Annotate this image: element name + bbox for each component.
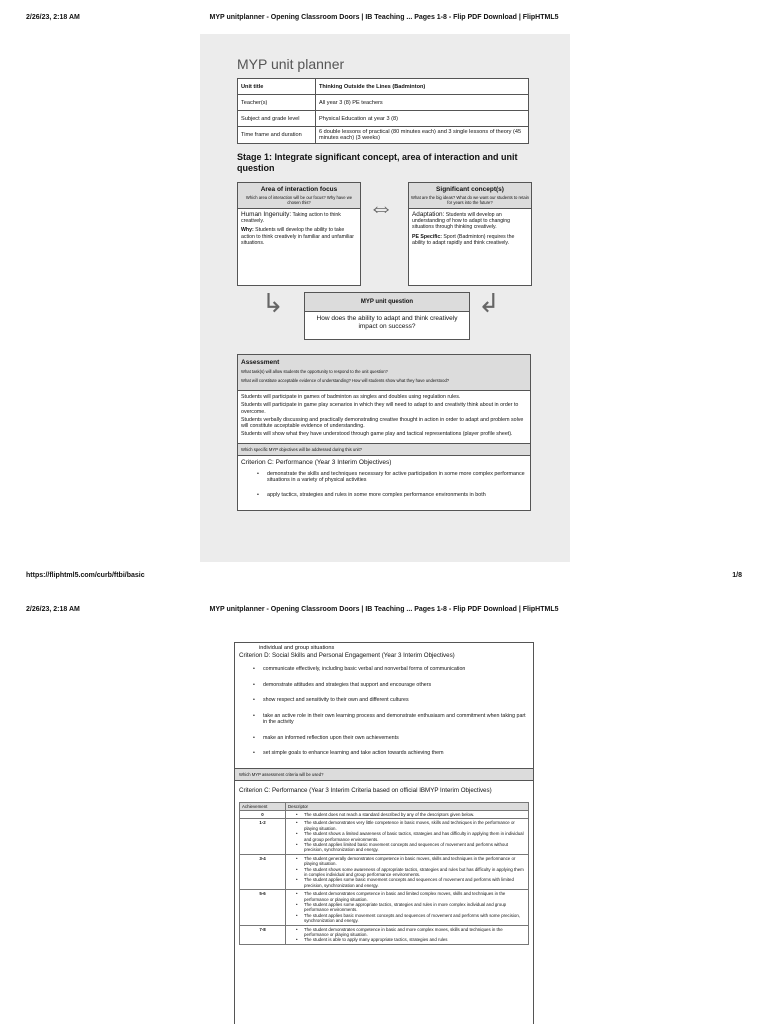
list-item: • demonstrate attitudes and strategies that support and encourage others [255, 682, 529, 689]
achievement-level: 1-2 [240, 819, 286, 854]
list-item: • take an active role in their own learning process and demonstrate enthusiasm and commitment when taking part in the activity [255, 713, 529, 726]
assessment-items [238, 391, 530, 444]
concept-text: Students will develop an understanding of how to adapt to changing situations through thinking creatively. [412, 212, 511, 231]
table-row [238, 95, 529, 111]
list-item: • make an informed reflection upon their own achievements [255, 735, 529, 742]
aoi-subtitle: Which area of interaction will be our focus? Why have we chosen this? [245, 195, 353, 205]
document-page-1 [200, 34, 570, 562]
table-row [238, 79, 529, 95]
bent-arrow-left-icon: ↳ [262, 288, 284, 318]
descriptor-item: • The student generally demonstrates competence in basic moves, skills and techniques in the performance or playing situation. [298, 856, 526, 867]
list-item: Students will show what they have understood through game play and tactical representations (player profile sheet). [241, 431, 513, 438]
page-title: MYP unit planner [237, 56, 345, 72]
row-label: Unit title [238, 79, 316, 95]
achievement-level: 3-4 [240, 854, 286, 889]
aoi-label: Human Ingenuity: [241, 211, 292, 218]
assessment-box [237, 354, 531, 511]
concept-box [408, 182, 532, 286]
descriptor-item: • The student applies some appropriate tactics, strategies and rules in more complex individual and group performance environments. [298, 902, 526, 913]
concept-label: Adaptation: [412, 211, 445, 218]
list-item: • demonstrate the skills and techniques necessary for active participation in some more complex performance situations in a variety of physical activities [259, 471, 527, 484]
table-row [240, 890, 529, 925]
footer-page-number: 1/8 [732, 572, 742, 579]
descriptor-item: • The student applies limited basic movement concepts and sequences of movement and performs without precision, synchronization and energy. [298, 842, 526, 853]
descriptor-item: • The student does not reach a standard described by any of the descriptors given below. [298, 812, 526, 817]
unit-question-title: MYP unit question [305, 293, 469, 312]
table-row [240, 819, 529, 854]
aoi-title: Area of interaction focus [260, 186, 338, 193]
achievement-level: 5-6 [240, 890, 286, 925]
criterion-c-interim-heading: Criterion C: Performance (Year 3 Interim Criteria based on official IBMYP Interim Objectives) [239, 786, 492, 794]
descriptor-item: • The student shows a limited awareness of basic tactics, strategies and has difficulty in applying them in individual and group performance environments. [298, 831, 526, 842]
footer-url: https://fliphtml5.com/curb/ftbi/basic [26, 572, 145, 579]
concept-pe-text: Sport (Badminton) requires the ability to adapt rapidly and think creatively. [412, 233, 515, 246]
descriptor-item: • The student demonstrates competence in basic and more complex moves, skills and techniques in the performance or playing situation. [298, 927, 526, 938]
row-label: Time frame and duration [238, 127, 316, 144]
table-row [238, 127, 529, 144]
header-timestamp: 2/26/23, 2:18 AM [26, 14, 80, 21]
descriptor-item: • The student shows some awareness of appropriate tactics, strategies and rules but has difficulty in applying them in complex individual and group performance environments. [298, 867, 526, 878]
aoi-why-text: Students will develop the ability to take action to think creatively in familiar and unfamiliar situations. [241, 227, 355, 246]
descriptor-item: • The student is able to apply many appropriate tactics, strategies and rules [298, 937, 526, 942]
concept-title: Significant concept(s) [436, 186, 504, 193]
list-item: Students will participate in games of badminton as singles and doubles using regulation rules. [241, 394, 461, 400]
aoi-box [237, 182, 361, 286]
descriptor-item: • The student demonstrates competence in basic and limited complex moves, skills and techniques in the performance or playing situation. [298, 891, 526, 902]
row-value: Physical Education at year 3 (8) [316, 111, 529, 127]
page-header [0, 14, 768, 28]
assessment-title: Assessment [241, 359, 280, 366]
table-row [238, 111, 529, 127]
row-value: All year 3 (8) PE teachers [316, 95, 529, 111]
row-value: Thinking Outside the Lines (Badminton) [316, 79, 529, 95]
criterion-c-heading: Criterion C: Performance (Year 3 Interim Objectives) [241, 458, 392, 466]
stage-heading: Stage 1: Integrate significant concept, area of interaction and unit question [237, 152, 518, 173]
achievement-level: 7-8 [240, 925, 286, 944]
column-header: Descriptor [286, 802, 529, 810]
concept-subtitle: What are the big ideas? What do we want our students to retain for years into the future? [411, 195, 530, 205]
header-title: MYP unitplanner - Opening Classroom Doors | IB Teaching ... Pages 1-8 - Flip PDF Download | FlipHTML5 [209, 606, 559, 613]
list-item: Students verbally discussing and practically demonstrating creative thought in action in order to adapt and problem solve will constitute acceptable evidence of understanding. [241, 416, 524, 430]
unit-info-table [237, 78, 529, 144]
page-header [0, 606, 768, 620]
table-row [240, 810, 529, 818]
list-item: • set simple goals to enhance learning and take action towards achieving them [255, 750, 529, 757]
table-header-row [240, 802, 529, 810]
assessment-q1: What task(s) will allow students the opportunity to respond to the unit question? [241, 369, 388, 374]
row-label: Subject and grade level [238, 111, 316, 127]
bent-arrow-right-icon: ↲ [478, 288, 500, 318]
list-item: • show respect and sensitivity to their own and different cultures [255, 697, 529, 704]
criterion-d-heading: Criterion D: Social Skills and Personal Engagement (Year 3 Interim Objectives) [239, 652, 455, 659]
aoi-text: Taking action to think creatively. [241, 212, 341, 225]
table-row [240, 854, 529, 889]
double-arrow-icon: ⇔ [368, 192, 394, 222]
table-row [240, 925, 529, 944]
achievement-table [239, 802, 529, 945]
concept-pe-label: PE Specific: [412, 233, 442, 240]
descriptor-item: • The student applies basic movement concepts and sequences of movement and performs with some precision, synchronization and energy. [298, 913, 526, 924]
continuation-text: individual and group situations [259, 645, 335, 651]
achievement-level: 0 [240, 810, 286, 818]
objectives-question: Which specific MYP objectives will be addressed during this unit? [238, 444, 530, 456]
descriptor-item: • The student applies some basic movement concepts and sequences of movement and performs with limited precision, synchronization and energy. [298, 877, 526, 888]
list-item: • apply tactics, strategies and rules in some more complex performance environments in both [259, 492, 527, 499]
row-value: 6 double lessons of practical (80 minutes each) and 3 single lessons of theory (45 minutes each) (3 weeks) [316, 127, 529, 144]
unit-question-box [304, 292, 470, 340]
descriptor-item: • The student demonstrates very little competence in basic moves, skills and techniques in the performance or playing situation. [298, 820, 526, 831]
assessment-q2: What will constitute acceptable evidence of understanding? How will students show what they have understood? [241, 377, 450, 383]
aoi-why-label: Why: [241, 227, 254, 234]
list-item: Students will participate in game play scenarios in which they will need to adapt to and creativity think about in order to overcome. [241, 402, 519, 415]
list-item: • communicate effectively, including basic verbal and nonverbal forms of communication [255, 666, 529, 673]
document-page-2 [234, 642, 534, 1024]
header-timestamp: 2/26/23, 2:18 AM [26, 606, 80, 613]
column-header: Achievement [240, 802, 286, 810]
header-title: MYP unitplanner - Opening Classroom Doors | IB Teaching ... Pages 1-8 - Flip PDF Download | FlipHTML5 [209, 14, 559, 21]
criteria-question: Which MYP assessment criteria will be used? [235, 768, 533, 781]
unit-question-text: How does the ability to adapt and think creatively impact on success? [316, 315, 458, 330]
row-label: Teacher(s) [238, 95, 316, 111]
